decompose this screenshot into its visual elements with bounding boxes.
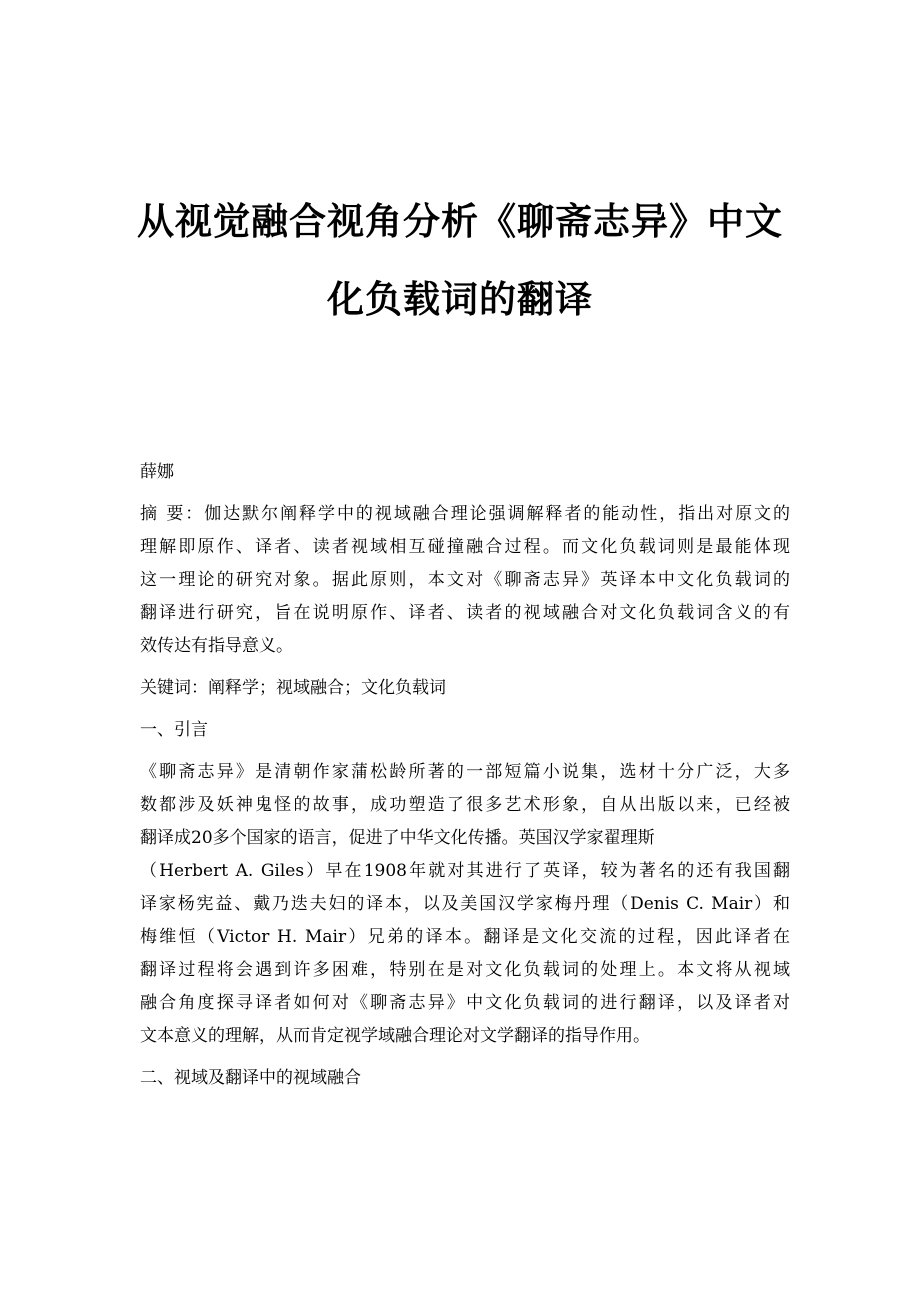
- section-heading-horizon-fusion: 二、视域及翻译中的视域融合: [140, 1068, 361, 1088]
- paper-title: [120, 183, 800, 339]
- title-line-2: 化负载词的翻译: [327, 278, 593, 321]
- intro-line: 翻译成20多个国家的语言，促进了中华文化传播。英国汉学家翟理斯: [140, 828, 655, 848]
- abstract-line: 摘 要：伽达默尔阐释学中的视域融合理论强调解释者的能动性，指出对原文的: [140, 504, 790, 524]
- intro-line: 翻译过程将会遇到许多困难，特别在是对文化负载词的处理上。本文将从视域: [140, 960, 790, 980]
- intro-line: 融合角度探寻译者如何对《聊斋志异》中文化负载词的进行翻译，以及译者对: [140, 993, 790, 1013]
- abstract-line: 翻译进行研究，旨在说明原作、译者、读者的视域融合对文化负载词含义的有: [140, 603, 790, 623]
- intro-line: （Herbert A. Giles）早在1908年就对其进行了英译，较为著名的还有我国翻: [140, 861, 790, 881]
- intro-line: 梅维恒（Victor H. Mair）兄弟的译本。翻译是文化交流的过程，因此译者在: [140, 927, 790, 947]
- intro-line: 《聊斋志异》是清朝作家蒲松龄所著的一部短篇小说集，选材十分广泛，大多: [140, 762, 790, 782]
- intro-line: 文本意义的理解，从而肯定视学域融合理论对文学翻译的指导作用。: [140, 1026, 650, 1046]
- keywords: 关键词：阐释学；视域融合；文化负载词: [140, 678, 446, 698]
- abstract-line: 效传达有指导意义。: [140, 636, 293, 656]
- paper-body: [140, 456, 790, 1104]
- intro-line: 数都涉及妖神鬼怪的故事，成功塑造了很多艺术形象，自从出版以来，已经被: [140, 795, 790, 815]
- introduction-paragraph: [140, 756, 790, 1053]
- title-line-1: 从视觉融合视角分析《聊斋志异》中文: [137, 200, 783, 243]
- abstract-line: 理解即原作、译者、读者视域相互碰撞融合过程。而文化负载词则是最能体现: [140, 537, 790, 557]
- abstract-line: 这一理论的研究对象。据此原则，本文对《聊斋志异》英译本中文化负载词的: [140, 570, 790, 590]
- author-name: 薛娜: [140, 462, 174, 482]
- abstract-paragraph: [140, 498, 790, 663]
- intro-line: 译家杨宪益、戴乃迭夫妇的译本，以及美国汉学家梅丹理（Denis C. Mair）和: [140, 894, 790, 914]
- section-heading-introduction: 一、引言: [140, 720, 208, 740]
